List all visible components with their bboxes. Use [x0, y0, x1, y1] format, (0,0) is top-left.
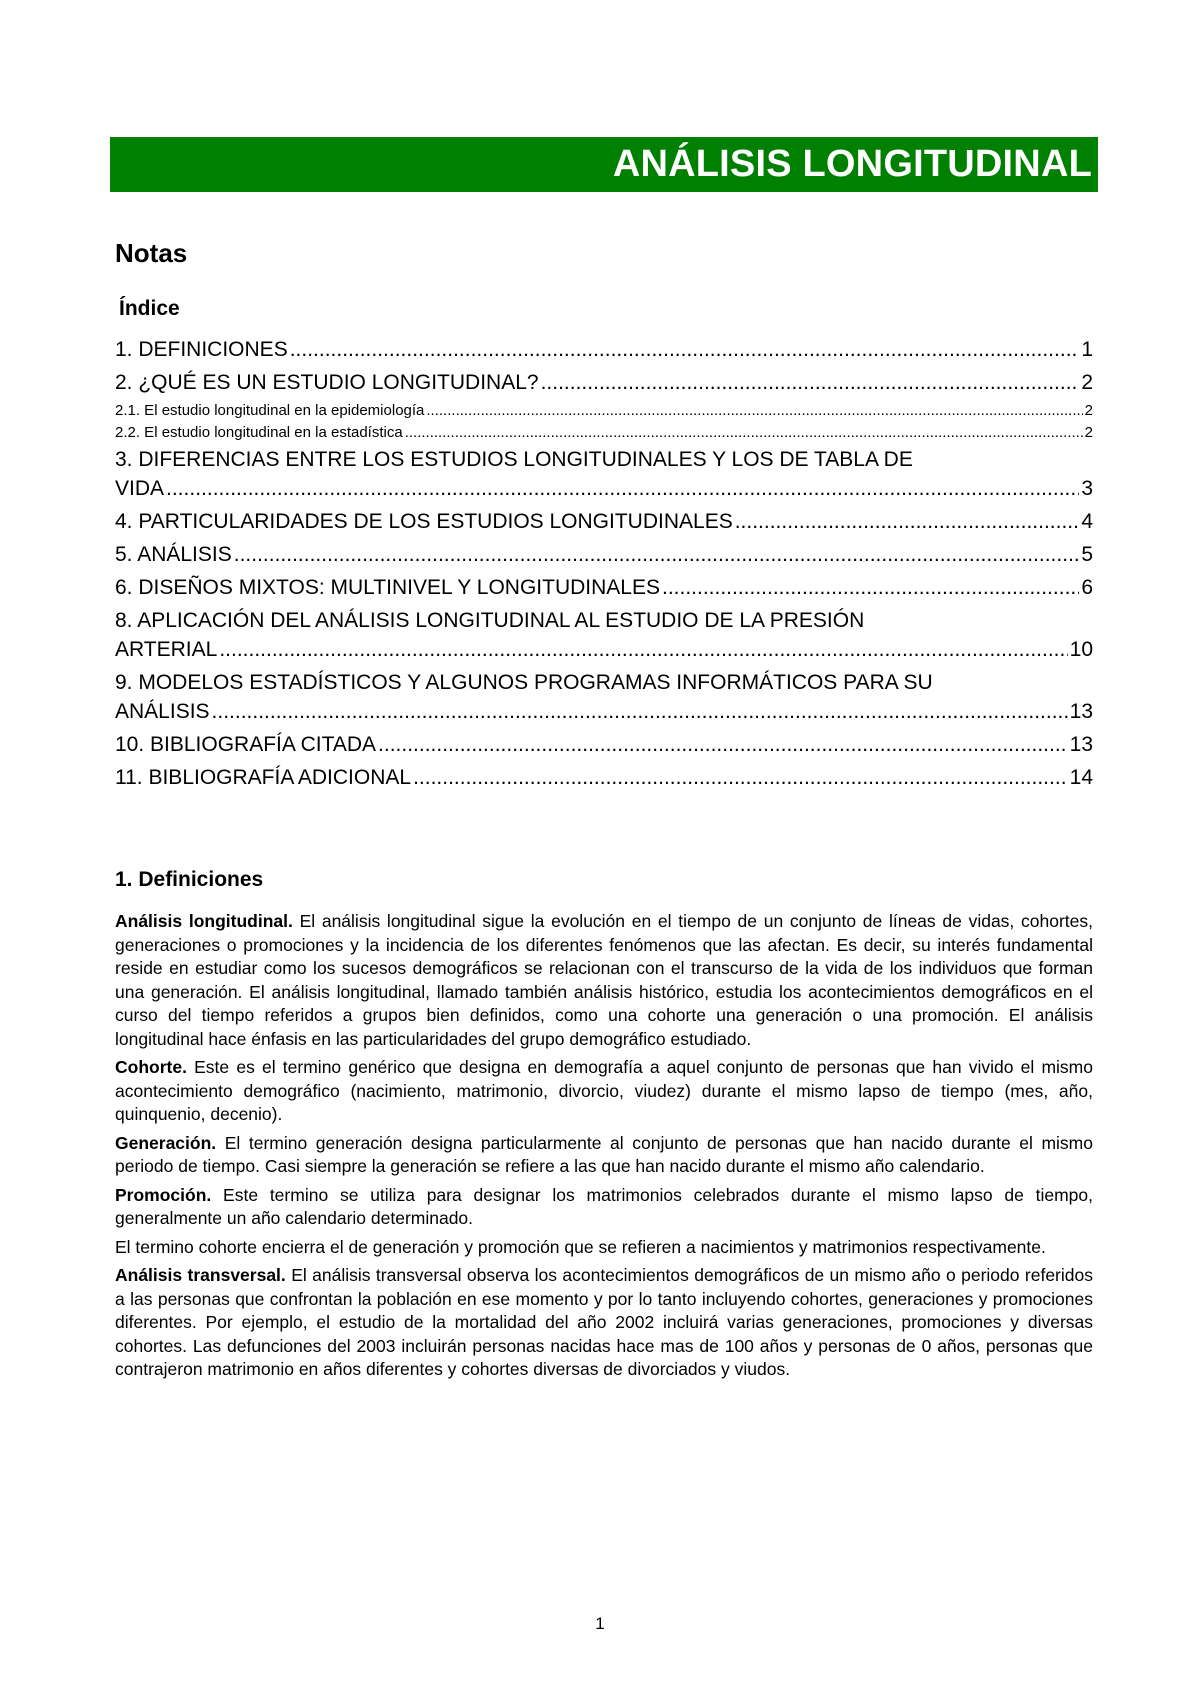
toc-dot-leader: [735, 507, 1080, 536]
toc-page-number: 10: [1069, 638, 1093, 661]
definition-paragraph: [115, 1184, 1093, 1231]
toc-item[interactable]: [115, 423, 1093, 443]
toc-item[interactable]: [115, 573, 1093, 602]
definition-text: El termino generación designa particularmente al conjunto de personas que han nacido durante el mismo periodo de tiempo. Casi siempre la generación se refiere a las que han nacido durante el mismo año calendario.: [115, 1132, 1093, 1176]
toc-item-text: 6. DISEÑOS MIXTOS: MULTINIVEL Y LONGITUDINALES: [115, 576, 660, 599]
definition-term: Análisis longitudinal.: [115, 911, 293, 931]
toc-item-text: 4. PARTICULARIDADES DE LOS ESTUDIOS LONGITUDINALES: [115, 510, 733, 533]
title-banner: [110, 137, 1098, 192]
toc-dot-leader: [541, 368, 1080, 397]
toc-item[interactable]: [115, 401, 1093, 421]
definition-paragraph: [115, 1236, 1093, 1260]
toc-item-text: 10. BIBLIOGRAFÍA CITADA: [115, 733, 377, 756]
toc-page-number: 2: [1084, 402, 1093, 419]
toc-item-text-line1: 8. APLICACIÓN DEL ANÁLISIS LONGITUDINAL AL ESTUDIO DE LA PRESIÓN: [115, 609, 865, 632]
toc-page-number: 14: [1069, 766, 1093, 789]
section-heading: 1. Definiciones: [115, 868, 264, 891]
toc-item-text: 2.1. El estudio longitudinal en la epidemiología: [115, 402, 425, 419]
index-heading: Índice: [119, 297, 180, 320]
toc-page-number: 13: [1069, 700, 1093, 723]
toc-item[interactable]: [115, 668, 1093, 726]
definition-term: Promoción.: [115, 1184, 212, 1205]
definition-paragraph: [115, 1056, 1093, 1127]
toc-item-text: ANÁLISIS: [115, 700, 210, 723]
toc-item-text: 2.2. El estudio longitudinal en la estadística: [115, 424, 403, 441]
toc-dot-leader: [662, 573, 1079, 602]
definition-text: Este termino se utiliza para designar los matrimonios celebrados durante el mismo lapso de tiempo, generalmente un año calendario determinado.: [115, 1184, 1093, 1228]
toc-item-text-line1: 9. MODELOS ESTADÍSTICOS Y ALGUNOS PROGRAMAS INFORMÁTICOS PARA SU: [115, 671, 933, 694]
table-of-contents: [115, 335, 1093, 796]
toc-dot-leader: [405, 423, 1083, 443]
toc-item-text: ARTERIAL: [115, 638, 218, 661]
toc-dot-leader: [413, 763, 1068, 792]
toc-item-text: 11. BIBLIOGRAFÍA ADICIONAL: [115, 766, 412, 789]
toc-page-number: 4: [1081, 510, 1093, 533]
section-body: [115, 910, 1093, 1387]
toc-page-number: 5: [1081, 543, 1093, 566]
notes-heading: Notas: [115, 238, 188, 268]
definition-paragraph: [115, 910, 1093, 1051]
toc-page-number: 2: [1084, 424, 1093, 441]
toc-dot-leader: [378, 730, 1068, 759]
definition-text: El análisis longitudinal sigue la evolución en el tiempo de un conjunto de líneas de vidas, cohortes, generaciones o promociones y la incidencia de los diferentes fenómenos que las afectan. Es decir, su interés fundamental reside en estudiar como los sucesos demográficos se relacionan con el transcurso de la vida de los individuos que forman una generación. El análisis longitudinal, llamado también análisis histórico, estudia los acontecimientos demográficos en el curso del tiempo referidos a grupos bien definidos, como una cohorte una generación o una promoción. El análisis longitudinal hace énfasis en las particularidades del grupo demográfico estudiado.: [115, 911, 1093, 1049]
document-title: ANÁLISIS LONGITUDINAL: [612, 143, 1092, 185]
definition-term: Análisis transversal.: [115, 1265, 286, 1285]
toc-item[interactable]: [115, 335, 1093, 364]
toc-item[interactable]: [115, 507, 1093, 536]
toc-dot-leader: [234, 540, 1080, 569]
toc-item[interactable]: [115, 445, 1093, 503]
toc-dot-leader: [219, 635, 1067, 664]
definition-paragraph: [115, 1264, 1093, 1382]
toc-dot-leader: [212, 697, 1068, 726]
toc-page-number: 1: [1081, 338, 1093, 361]
toc-item-text: 1. DEFINICIONES: [115, 338, 288, 361]
toc-page-number: 3: [1081, 477, 1093, 500]
toc-page-number: 2: [1081, 371, 1093, 394]
definition-paragraph: [115, 1132, 1093, 1179]
toc-item[interactable]: [115, 368, 1093, 397]
toc-item-text: 2. ¿QUÉ ES UN ESTUDIO LONGITUDINAL?: [115, 371, 539, 394]
toc-page-number: 6: [1081, 576, 1093, 599]
definition-term: Cohorte.: [115, 1057, 187, 1077]
toc-item[interactable]: [115, 606, 1093, 664]
toc-item-text: VIDA: [115, 477, 165, 500]
toc-item-text-line1: 3. DIFERENCIAS ENTRE LOS ESTUDIOS LONGITUDINALES Y LOS DE TABLA DE: [115, 448, 913, 471]
toc-dot-leader: [290, 335, 1080, 364]
definition-text: El termino cohorte encierra el de generación y promoción que se refieren a nacimientos y matrimonios respectivamente.: [115, 1236, 1046, 1257]
definition-term: Generación.: [115, 1132, 217, 1153]
definition-text: Este es el termino genérico que designa en demografía a aquel conjunto de personas que han vivido el mismo acontecimiento demográfico (nacimiento, matrimonio, divorcio, viudez) durante el mismo lapso de tiempo (mes, año, quinquenio, decenio).: [115, 1057, 1093, 1124]
toc-dot-leader: [426, 401, 1082, 421]
definition-text: El análisis transversal observa los acontecimientos demográficos de un mismo año o periodo referidos a las personas que confrontan la población en ese momento y por lo tanto incluyendo cohortes, generaciones y promociones diferentes. Por ejemplo, el estudio de la mortalidad del año 2002 incluirá varias generaciones, promociones y diversas cohortes. Las defunciones del 2003 incluirán personas nacidas hace mas de 100 años y personas de 0 años, personas que contrajeron matrimonio en años diferentes y cohortes diversas de divorciados y viudos.: [115, 1265, 1093, 1379]
toc-item[interactable]: [115, 540, 1093, 569]
toc-page-number: 13: [1069, 733, 1093, 756]
toc-item[interactable]: [115, 730, 1093, 759]
toc-dot-leader: [166, 474, 1079, 503]
toc-item[interactable]: [115, 763, 1093, 792]
toc-item-text: 5. ANÁLISIS: [115, 543, 232, 566]
page-number: 1: [595, 1614, 605, 1633]
